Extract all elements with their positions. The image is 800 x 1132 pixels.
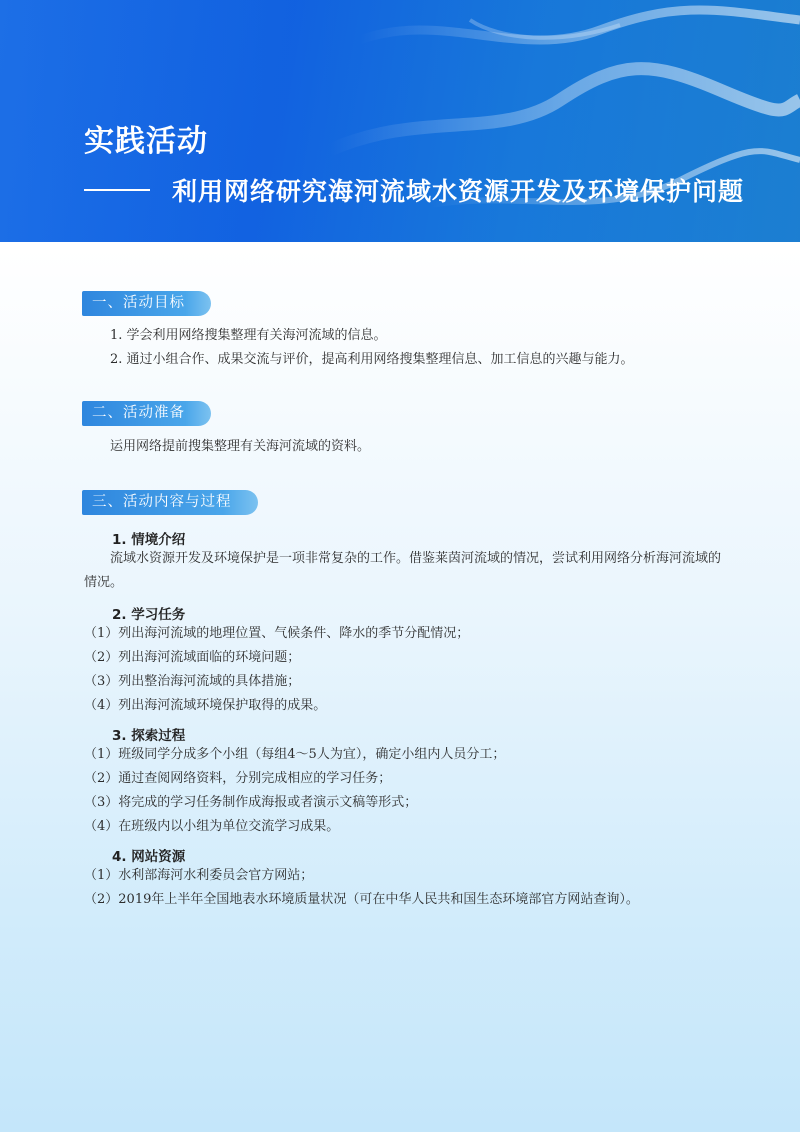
task-item-3: （3）列出整治海河流域的具体措施； <box>84 674 301 689</box>
task-item-4: （4）列出海河流域环境保护取得的成果。 <box>84 698 327 713</box>
goal-item-2: 2. 通过小组合作、成果交流与评价，提高利用网络搜集整理信息、加工信息的兴趣与能力。 <box>110 352 634 367</box>
task-item-2: （2）列出海河流域面临的环境问题； <box>84 650 301 665</box>
explore-item-1: （1）班级同学分成多个小组（每组4～5人为宜），确定小组内人员分工； <box>84 747 506 762</box>
section-tag-prep: 二、活动准备 <box>82 401 211 426</box>
explore-item-4: （4）在班级内以小组为单位交流学习成果。 <box>84 819 340 834</box>
page-title: 实践活动 <box>84 124 208 159</box>
scenario-heading: 1. 情境介绍 <box>112 532 186 548</box>
page-subtitle <box>84 172 744 208</box>
resource-item-2: （2）2019年上半年全国地表水环境质量状况（可在中华人民共和国生态环境部官方网站查询）。 <box>84 892 639 907</box>
subtitle-text: 利用网络研究海河流域水资源开发及环境保护问题 <box>172 177 745 206</box>
scenario-text: 流域水资源开发及环境保护是一项非常复杂的工作。借鉴莱茵河流域的情况，尝试利用网络分析海河流域的情况。 <box>84 551 722 590</box>
title-dash <box>84 189 150 191</box>
tasks-heading: 2. 学习任务 <box>112 607 186 623</box>
explore-item-2: （2）通过查阅网络资料，分别完成相应的学习任务； <box>84 771 392 786</box>
section-tag-process: 三、活动内容与过程 <box>82 490 258 515</box>
task-item-1: （1）列出海河流域的地理位置、气候条件、降水的季节分配情况； <box>84 626 470 641</box>
resource-item-1: （1）水利部海河水利委员会官方网站； <box>84 868 314 883</box>
section-tag-goal: 一、活动目标 <box>82 291 211 316</box>
header-banner <box>0 0 800 242</box>
resources-heading: 4. 网站资源 <box>112 849 186 865</box>
prep-text: 运用网络提前搜集整理有关海河流域的资料。 <box>110 439 371 454</box>
explore-heading: 3. 探索过程 <box>112 728 186 744</box>
explore-item-3: （3）将完成的学习任务制作成海报或者演示文稿等形式； <box>84 795 418 810</box>
goal-item-1: 1. 学会利用网络搜集整理有关海河流域的信息。 <box>110 328 387 343</box>
